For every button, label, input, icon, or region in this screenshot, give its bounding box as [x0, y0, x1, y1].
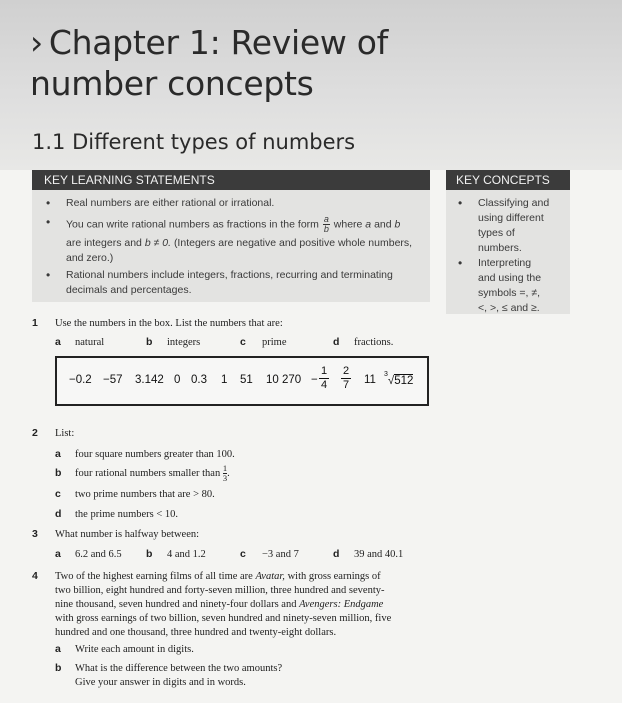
number-box [55, 356, 429, 406]
box-number: 0 [174, 374, 181, 386]
box-fraction: 2 7 [342, 365, 350, 391]
part-label: a [55, 643, 61, 655]
fraction-a-over-b: $\frac{a}{b}$ [323, 214, 329, 234]
key-learning-item: • You can write rational numbers as fractions in the form $\frac{a}{b}$ where a and b [46, 214, 401, 234]
part-text: What is the difference between the two amounts? Give your answer in digits and in words. [75, 663, 283, 688]
question-text: List: [55, 428, 75, 439]
key-concept-item: • Interpreting and using the symbols =, ≠, <, >, ≤ and ≥. [458, 256, 542, 314]
key-learning-item-cont: decimals and percentages. [66, 284, 192, 296]
key-learning-header: KEY LEARNING STATEMENTS [32, 170, 430, 190]
bullet-icon: • [46, 215, 51, 229]
part-label: d [55, 508, 62, 520]
section-title: 1.1 Different types of numbers [32, 130, 356, 154]
box-number: 10 270 [266, 374, 302, 386]
part-label: b [146, 336, 153, 348]
question-number: 3 [32, 528, 38, 540]
part-label: a [55, 548, 61, 560]
box-number: 51 [240, 374, 253, 386]
part-text: 39 and 40.1 [354, 549, 404, 560]
bullet-icon: • [46, 268, 51, 282]
bullet-icon: • [46, 196, 51, 210]
box-cube-root: $^3$√512 [384, 371, 414, 387]
box-fraction: 1 4 [320, 365, 328, 391]
box-number: 11 [364, 374, 376, 386]
part-text: prime [262, 337, 287, 348]
box-number: −0.2 [69, 374, 92, 386]
key-concept-item: • Classifying and using different types of numbers. [458, 196, 550, 254]
question-text: Two of the highest earning films of all time are Avatar, with gross earnings of two billion, eight hundred and forty-seven million, three hundred and seventy- nine thousand, seven hundred and ninety-four dollars and Avengers: Endgame with gross earnings of two billion, seven hundred and ninety-seven million, five hundred and one thousand, three hundred and twenty-eight dollars. [55, 571, 392, 638]
key-learning-item-cont: are integers and b ≠ 0. (Integers are negative and positive whole numbers, [66, 237, 413, 249]
part-text: −3 and 7 [262, 549, 299, 560]
part-label: d [333, 336, 340, 348]
box-number: 1 [221, 374, 228, 386]
part-text: two prime numbers that are > 80. [75, 489, 215, 500]
box-number: 0.3 [191, 374, 207, 386]
part-label: d [333, 548, 340, 560]
part-label: c [240, 336, 246, 348]
part-text: Write each amount in digits. [75, 644, 194, 655]
fraction-one-third: $\frac{1}{3}$ [222, 463, 228, 483]
chapter-title-line1: Chapter 1: Review of [48, 23, 388, 62]
chapter-title [30, 22, 388, 104]
question-number: 2 [32, 427, 38, 439]
part-text: integers [167, 337, 201, 348]
part-text: natural [75, 337, 105, 348]
question-number: 4 [32, 570, 38, 582]
question-text: What number is halfway between: [55, 529, 200, 540]
key-concepts-header: KEY CONCEPTS [446, 170, 570, 190]
part-text: 6.2 and 6.5 [75, 549, 122, 560]
question-text: Use the numbers in the box. List the numbers that are: [55, 318, 283, 329]
box-number: −57 [103, 374, 123, 386]
key-learning-item: • Real numbers are either rational or irrational. [46, 196, 275, 210]
question-number: 1 [32, 317, 38, 329]
part-label: a [55, 448, 61, 460]
box-number: 3.142 [135, 374, 164, 386]
part-label: c [240, 548, 246, 560]
bullet-icon: • [458, 196, 463, 210]
bullet-icon: • [458, 256, 463, 270]
box-fraction-sign: − [311, 374, 318, 386]
key-learning-item-cont: and zero.) [66, 252, 114, 264]
chevron-right-icon: › [30, 23, 43, 62]
part-label: c [55, 488, 61, 500]
part-label: b [55, 467, 62, 479]
radical-icon: √ [387, 374, 395, 387]
part-text: 4 and 1.2 [167, 549, 206, 560]
part-text: the prime numbers < 10. [75, 509, 179, 520]
part-text: fractions. [354, 337, 394, 348]
chapter-title-line2: number concepts [30, 64, 314, 103]
key-learning-item: • Rational numbers include integers, fractions, recurring and terminating [46, 268, 393, 282]
part-label: b [55, 662, 62, 674]
part-label: b [146, 548, 153, 560]
part-text: four rational numbers smaller than $\frac{1}{3}$ . [75, 463, 230, 483]
part-text: four square numbers greater than 100. [75, 449, 235, 460]
part-label: a [55, 336, 61, 348]
